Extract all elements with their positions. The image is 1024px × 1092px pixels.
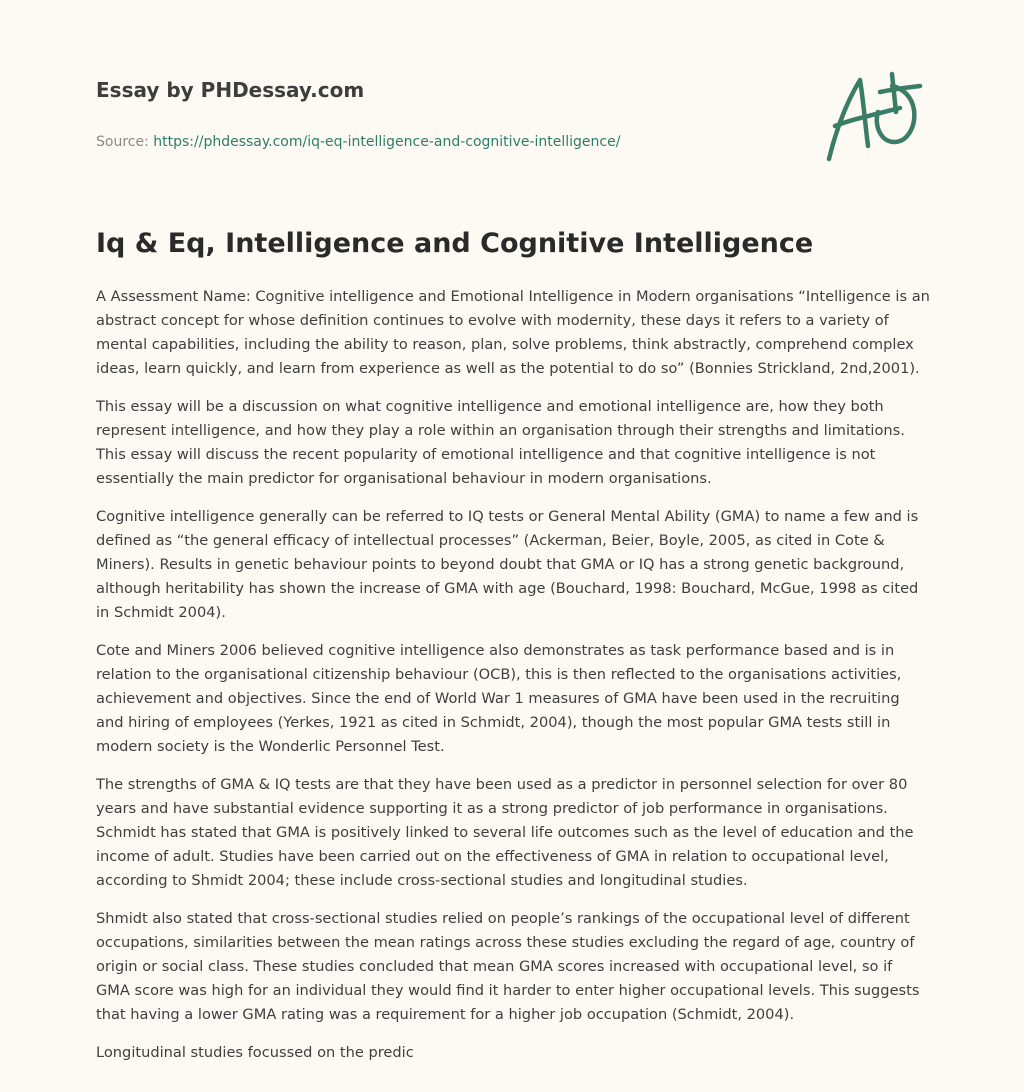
a-plus-logo-icon (820, 66, 930, 166)
article-paragraph: Longitudinal studies focussed on the predic (96, 1044, 414, 1061)
article-paragraph: A Assessment Name: Cognitive intelligence and Emotional Intelligence in Modern organisations “Intelligence is an abstract concept for whose definition continues to evolve with modernity, these days it refers to a variety of mental capabilities, including the ability to reason, plan, solve problems, think abstractly, comprehend complex ideas, learn quickly, and learn from experience as well as the potential to do so” (Bonnies Strickland, 2nd,2001). (96, 288, 930, 377)
site-brand: Essay by PHDessay.com (96, 78, 365, 102)
source-line (96, 133, 796, 151)
article-paragraph: Cote and Miners 2006 believed cognitive intelligence also demonstrates as task performance based and is in relation to the organisational citizenship behaviour (OCB), this is then reflected to the organisations activities, achievement and objectives. Since the end of World War 1 measures of GMA have been used in the recruiting and hiring of employees (Yerkes, 1921 as cited in Schmidt, 2004), though the most popular GMA tests still in modern society is the Wonderlic Personnel Test. (96, 642, 902, 755)
article-paragraph: The strengths of GMA & IQ tests are that they have been used as a predictor in personnel selection for over 80 years and have substantial evidence supporting it as a strong predictor of job performance in organisations. Schmidt has stated that GMA is positively linked to several life outcomes such as the level of education and the income of adult. Studies have been carried out on the effectiveness of GMA in relation to occupational level, according to Shmidt 2004; these include cross-sectional studies and longitudinal studies. (96, 776, 914, 889)
article-title: Iq & Eq, Intelligence and Cognitive Intelligence (96, 228, 814, 259)
article-paragraph: This essay will be a discussion on what cognitive intelligence and emotional intelligence are, how they both represent intelligence, and how they play a role within an organisation through their strengths and limitations. This essay will discuss the recent popularity of emotional intelligence and that cognitive intelligence is not essentially the main predictor for organisational behaviour in modern organisations. (96, 398, 905, 487)
article-paragraph: Shmidt also stated that cross-sectional studies relied on people’s rankings of the occupational level of different occupations, similarities between the mean ratings across these studies excluding the regard of age, country of origin or social class. These studies concluded that mean GMA scores increased with occupational level, so if GMA score was high for an individual they would find it harder to enter higher occupational levels. This suggests that having a lower GMA rating was a requirement for a higher job occupation (Schmidt, 2004). (96, 910, 920, 1023)
article-body (96, 285, 930, 1079)
article-paragraph: Cognitive intelligence generally can be referred to IQ tests or General Mental Ability (GMA) to name a few and is defined as “the general efficacy of intellectual processes” (Ackerman, Beier, Boyle, 2005, as cited in Cote & Miners). Results in genetic behaviour points to beyond doubt that GMA or IQ has a strong genetic background, although heritability has shown the increase of GMA with age (Bouchard, 1998: Bouchard, McGue, 1998 as cited in Schmidt 2004). (96, 508, 919, 621)
source-link[interactable]: https://phdessay.com/iq-eq-intelligence-and-cognitive-intelligence/ (153, 134, 621, 150)
page-header (96, 78, 796, 151)
source-label: Source: (96, 134, 149, 150)
